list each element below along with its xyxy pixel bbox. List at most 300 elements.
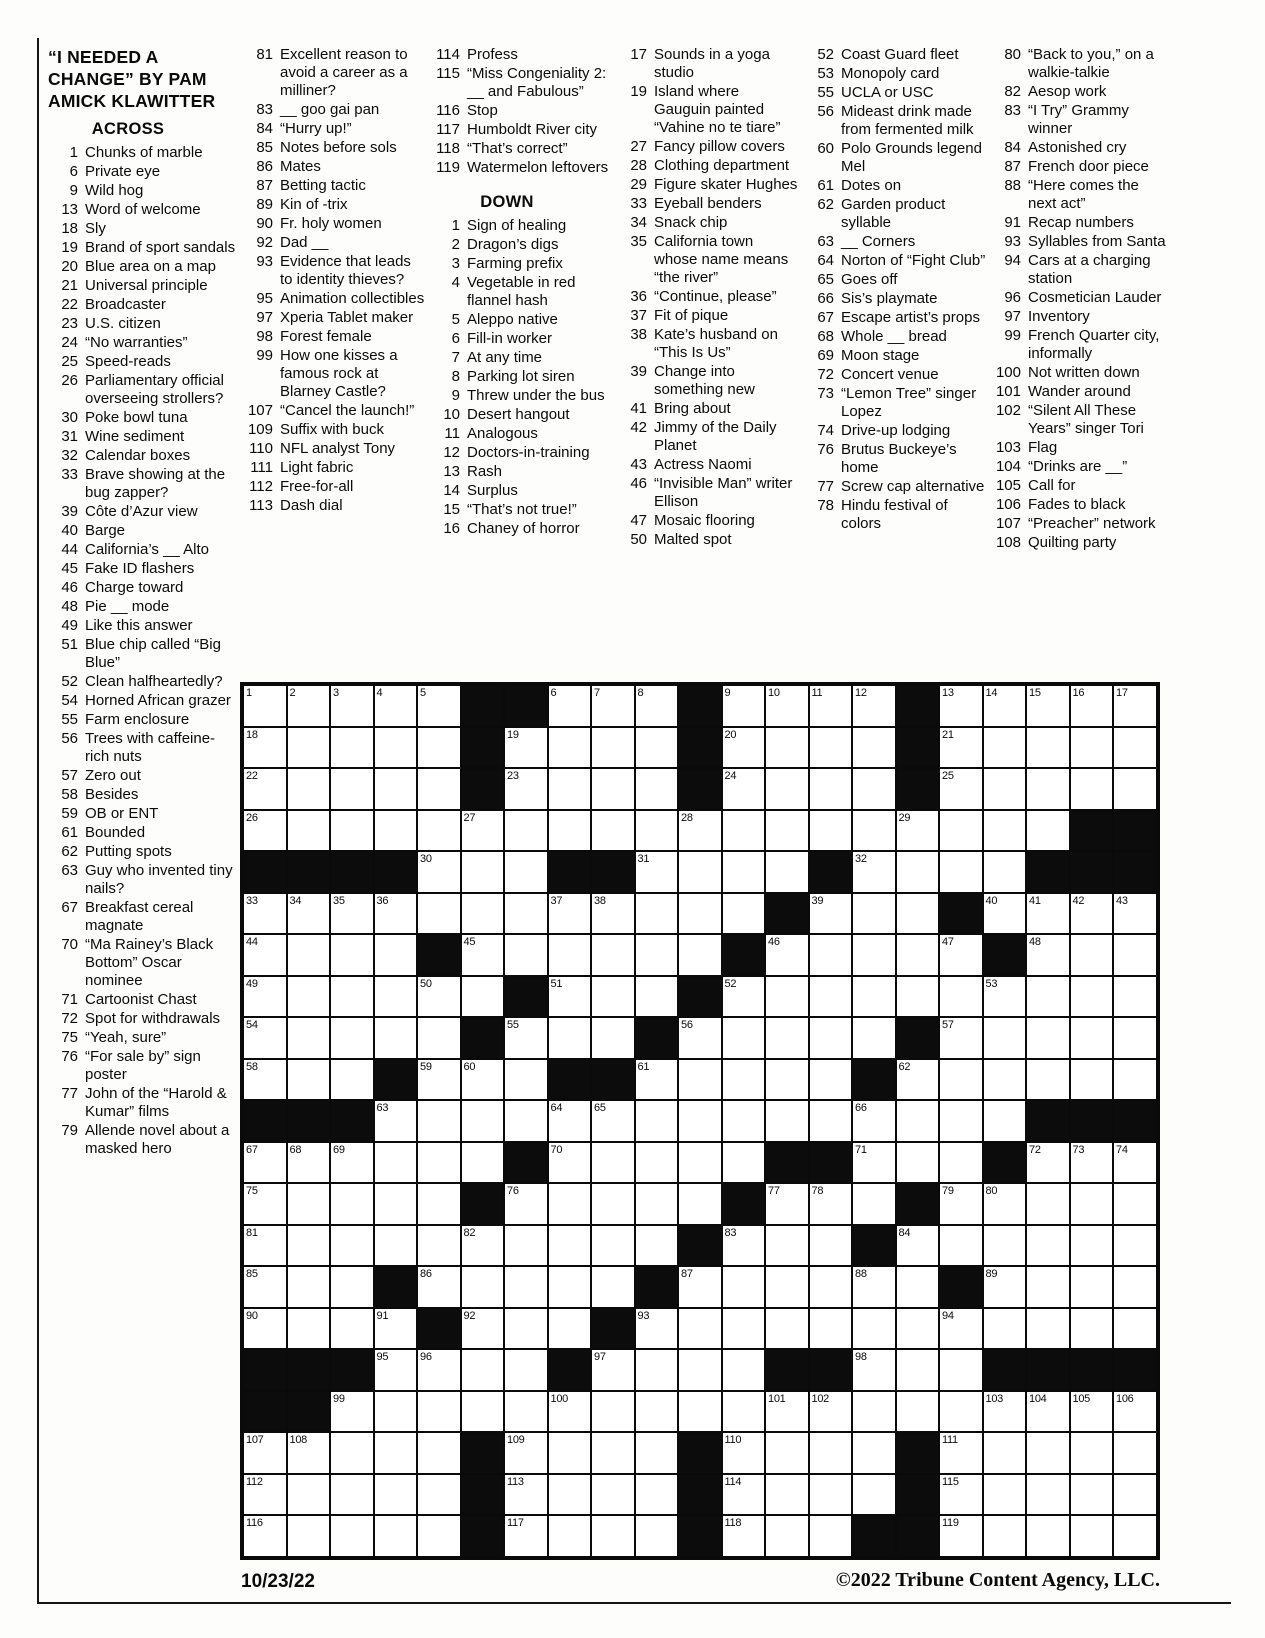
grid-cell[interactable] (461, 934, 505, 976)
grid-cell[interactable] (374, 1183, 418, 1225)
grid-cell[interactable] (809, 934, 853, 976)
grid-cell[interactable] (939, 810, 983, 852)
grid-cell[interactable] (765, 1474, 809, 1516)
grid-cell[interactable] (983, 1017, 1027, 1059)
grid-cell[interactable] (548, 934, 592, 976)
grid-cell[interactable] (287, 685, 331, 727)
grid-cell[interactable] (461, 1308, 505, 1350)
grid-cell[interactable] (852, 1391, 896, 1433)
grid-cell[interactable] (678, 851, 722, 893)
grid-cell[interactable] (417, 976, 461, 1018)
grid-cell[interactable] (635, 976, 679, 1018)
grid-cell[interactable] (548, 1142, 592, 1184)
grid-cell[interactable] (722, 851, 766, 893)
grid-cell[interactable] (287, 1017, 331, 1059)
grid-cell[interactable] (635, 1349, 679, 1391)
grid-cell[interactable] (765, 1059, 809, 1101)
grid-cell[interactable] (243, 768, 287, 810)
grid-cell[interactable] (287, 1059, 331, 1101)
grid-cell[interactable] (417, 1225, 461, 1267)
grid-cell[interactable] (983, 893, 1027, 935)
grid-cell[interactable] (896, 1100, 940, 1142)
grid-cell[interactable] (504, 1432, 548, 1474)
grid-cell[interactable] (896, 1142, 940, 1184)
grid-cell[interactable] (591, 1349, 635, 1391)
grid-cell[interactable] (461, 1142, 505, 1184)
grid-cell[interactable] (287, 1183, 331, 1225)
grid-cell[interactable] (374, 768, 418, 810)
grid-cell[interactable] (678, 1183, 722, 1225)
grid-cell[interactable] (983, 976, 1027, 1018)
grid-cell[interactable] (1070, 1391, 1114, 1433)
grid-cell[interactable] (983, 1183, 1027, 1225)
grid-cell[interactable] (461, 1391, 505, 1433)
grid-cell[interactable] (591, 1391, 635, 1433)
grid-cell[interactable] (548, 810, 592, 852)
grid-cell[interactable] (1026, 810, 1070, 852)
grid-cell[interactable] (1070, 1266, 1114, 1308)
grid-cell[interactable] (722, 1059, 766, 1101)
grid-cell[interactable] (939, 1100, 983, 1142)
grid-cell[interactable] (374, 727, 418, 769)
grid-cell[interactable] (939, 1059, 983, 1101)
grid-cell[interactable] (1026, 685, 1070, 727)
grid-cell[interactable] (939, 1225, 983, 1267)
grid-cell[interactable] (374, 685, 418, 727)
grid-cell[interactable] (635, 1432, 679, 1474)
grid-cell[interactable] (809, 1266, 853, 1308)
grid-cell[interactable] (896, 1391, 940, 1433)
grid-cell[interactable] (374, 1017, 418, 1059)
grid-cell[interactable] (243, 1474, 287, 1516)
grid-cell[interactable] (1070, 1183, 1114, 1225)
grid-cell[interactable] (287, 1308, 331, 1350)
grid-cell[interactable] (1026, 1225, 1070, 1267)
grid-cell[interactable] (983, 1266, 1027, 1308)
grid-cell[interactable] (852, 934, 896, 976)
grid-cell[interactable] (504, 768, 548, 810)
grid-cell[interactable] (417, 1266, 461, 1308)
grid-cell[interactable] (504, 1100, 548, 1142)
grid-cell[interactable] (1070, 1225, 1114, 1267)
grid-cell[interactable] (635, 1515, 679, 1557)
grid-cell[interactable] (1070, 727, 1114, 769)
grid-cell[interactable] (722, 1391, 766, 1433)
grid-cell[interactable] (461, 976, 505, 1018)
grid-cell[interactable] (635, 893, 679, 935)
grid-cell[interactable] (504, 1308, 548, 1350)
grid-cell[interactable] (1026, 727, 1070, 769)
grid-cell[interactable] (722, 893, 766, 935)
grid-cell[interactable] (983, 1100, 1027, 1142)
grid-cell[interactable] (678, 810, 722, 852)
grid-cell[interactable] (243, 934, 287, 976)
grid-cell[interactable] (591, 893, 635, 935)
grid-cell[interactable] (1070, 1142, 1114, 1184)
grid-cell[interactable] (243, 1183, 287, 1225)
grid-cell[interactable] (374, 893, 418, 935)
grid-cell[interactable] (591, 1266, 635, 1308)
grid-cell[interactable] (417, 1432, 461, 1474)
grid-cell[interactable] (765, 1225, 809, 1267)
grid-cell[interactable] (548, 1432, 592, 1474)
grid-cell[interactable] (548, 727, 592, 769)
grid-cell[interactable] (461, 851, 505, 893)
grid-cell[interactable] (591, 976, 635, 1018)
grid-cell[interactable] (896, 1349, 940, 1391)
grid-cell[interactable] (374, 1100, 418, 1142)
grid-cell[interactable] (722, 768, 766, 810)
grid-cell[interactable] (548, 976, 592, 1018)
grid-cell[interactable] (1070, 1017, 1114, 1059)
grid-cell[interactable] (635, 768, 679, 810)
grid-cell[interactable] (1026, 1474, 1070, 1516)
grid-cell[interactable] (635, 1474, 679, 1516)
grid-cell[interactable] (809, 1391, 853, 1433)
grid-cell[interactable] (939, 768, 983, 810)
grid-cell[interactable] (330, 768, 374, 810)
grid-cell[interactable] (461, 1059, 505, 1101)
grid-cell[interactable] (722, 810, 766, 852)
grid-cell[interactable] (722, 1432, 766, 1474)
grid-cell[interactable] (504, 1515, 548, 1557)
grid-cell[interactable] (1113, 1225, 1157, 1267)
grid-cell[interactable] (852, 685, 896, 727)
grid-cell[interactable] (678, 1391, 722, 1433)
grid-cell[interactable] (243, 1225, 287, 1267)
grid-cell[interactable] (330, 934, 374, 976)
grid-cell[interactable] (635, 1059, 679, 1101)
grid-cell[interactable] (722, 727, 766, 769)
grid-cell[interactable] (809, 1432, 853, 1474)
grid-cell[interactable] (809, 1100, 853, 1142)
grid-cell[interactable] (678, 1142, 722, 1184)
grid-cell[interactable] (939, 976, 983, 1018)
grid-cell[interactable] (765, 768, 809, 810)
grid-cell[interactable] (330, 1308, 374, 1350)
grid-cell[interactable] (765, 685, 809, 727)
grid-cell[interactable] (417, 1142, 461, 1184)
grid-cell[interactable] (1026, 1391, 1070, 1433)
grid-cell[interactable] (330, 1515, 374, 1557)
grid-cell[interactable] (635, 1142, 679, 1184)
grid-cell[interactable] (983, 685, 1027, 727)
grid-cell[interactable] (896, 893, 940, 935)
grid-cell[interactable] (809, 1515, 853, 1557)
grid-cell[interactable] (330, 893, 374, 935)
grid-cell[interactable] (1113, 685, 1157, 727)
grid-cell[interactable] (722, 1225, 766, 1267)
grid-cell[interactable] (461, 1225, 505, 1267)
grid-cell[interactable] (504, 1059, 548, 1101)
grid-cell[interactable] (809, 1225, 853, 1267)
grid-cell[interactable] (243, 1266, 287, 1308)
grid-cell[interactable] (852, 727, 896, 769)
grid-cell[interactable] (548, 768, 592, 810)
grid-cell[interactable] (1113, 976, 1157, 1018)
grid-cell[interactable] (809, 1474, 853, 1516)
grid-cell[interactable] (374, 1142, 418, 1184)
grid-cell[interactable] (548, 893, 592, 935)
grid-cell[interactable] (635, 1391, 679, 1433)
grid-cell[interactable] (461, 1100, 505, 1142)
grid-cell[interactable] (635, 851, 679, 893)
grid-cell[interactable] (1070, 1474, 1114, 1516)
grid-cell[interactable] (591, 768, 635, 810)
grid-cell[interactable] (548, 1225, 592, 1267)
grid-cell[interactable] (852, 1432, 896, 1474)
grid-cell[interactable] (287, 727, 331, 769)
grid-cell[interactable] (243, 1059, 287, 1101)
grid-cell[interactable] (591, 1474, 635, 1516)
grid-cell[interactable] (1026, 768, 1070, 810)
grid-cell[interactable] (939, 1515, 983, 1557)
grid-cell[interactable] (722, 685, 766, 727)
grid-cell[interactable] (1113, 1059, 1157, 1101)
grid-cell[interactable] (852, 893, 896, 935)
grid-cell[interactable] (896, 1225, 940, 1267)
grid-cell[interactable] (504, 810, 548, 852)
grid-cell[interactable] (243, 1017, 287, 1059)
grid-cell[interactable] (1113, 934, 1157, 976)
grid-cell[interactable] (374, 934, 418, 976)
grid-cell[interactable] (722, 1308, 766, 1350)
grid-cell[interactable] (765, 810, 809, 852)
grid-cell[interactable] (1113, 893, 1157, 935)
grid-cell[interactable] (591, 1017, 635, 1059)
grid-cell[interactable] (417, 727, 461, 769)
grid-cell[interactable] (504, 1474, 548, 1516)
grid-cell[interactable] (939, 685, 983, 727)
grid-cell[interactable] (722, 976, 766, 1018)
grid-cell[interactable] (504, 1017, 548, 1059)
grid-cell[interactable] (374, 1432, 418, 1474)
grid-cell[interactable] (548, 1308, 592, 1350)
grid-cell[interactable] (287, 1474, 331, 1516)
grid-cell[interactable] (243, 1432, 287, 1474)
grid-cell[interactable] (1070, 893, 1114, 935)
grid-cell[interactable] (852, 976, 896, 1018)
grid-cell[interactable] (243, 810, 287, 852)
grid-cell[interactable] (287, 1432, 331, 1474)
grid-cell[interactable] (287, 810, 331, 852)
grid-cell[interactable] (1026, 934, 1070, 976)
grid-cell[interactable] (722, 1142, 766, 1184)
grid-cell[interactable] (591, 1515, 635, 1557)
grid-cell[interactable] (765, 1183, 809, 1225)
grid-cell[interactable] (765, 1100, 809, 1142)
grid-cell[interactable] (765, 727, 809, 769)
grid-cell[interactable] (765, 1266, 809, 1308)
grid-cell[interactable] (722, 1349, 766, 1391)
grid-cell[interactable] (983, 810, 1027, 852)
grid-cell[interactable] (330, 1142, 374, 1184)
grid-cell[interactable] (461, 893, 505, 935)
grid-cell[interactable] (809, 1059, 853, 1101)
grid-cell[interactable] (983, 1515, 1027, 1557)
grid-cell[interactable] (374, 1308, 418, 1350)
grid-cell[interactable] (765, 1017, 809, 1059)
grid-cell[interactable] (939, 851, 983, 893)
grid-cell[interactable] (809, 1308, 853, 1350)
grid-cell[interactable] (896, 851, 940, 893)
grid-cell[interactable] (722, 1266, 766, 1308)
grid-cell[interactable] (1113, 1142, 1157, 1184)
grid-cell[interactable] (983, 1391, 1027, 1433)
grid-cell[interactable] (1113, 1183, 1157, 1225)
grid-cell[interactable] (504, 1266, 548, 1308)
grid-cell[interactable] (678, 1059, 722, 1101)
grid-cell[interactable] (809, 727, 853, 769)
grid-cell[interactable] (852, 1183, 896, 1225)
grid-cell[interactable] (765, 976, 809, 1018)
grid-cell[interactable] (1113, 1308, 1157, 1350)
grid-cell[interactable] (939, 1017, 983, 1059)
grid-cell[interactable] (635, 727, 679, 769)
grid-cell[interactable] (330, 1474, 374, 1516)
grid-cell[interactable] (591, 1142, 635, 1184)
grid-cell[interactable] (330, 976, 374, 1018)
grid-cell[interactable] (983, 1059, 1027, 1101)
grid-cell[interactable] (635, 934, 679, 976)
grid-cell[interactable] (722, 1515, 766, 1557)
grid-cell[interactable] (1070, 685, 1114, 727)
grid-cell[interactable] (1113, 1266, 1157, 1308)
grid-cell[interactable] (983, 768, 1027, 810)
grid-cell[interactable] (287, 1515, 331, 1557)
grid-cell[interactable] (852, 1017, 896, 1059)
grid-cell[interactable] (374, 1474, 418, 1516)
grid-cell[interactable] (417, 893, 461, 935)
grid-cell[interactable] (678, 1308, 722, 1350)
grid-cell[interactable] (1113, 1017, 1157, 1059)
grid-cell[interactable] (809, 1183, 853, 1225)
grid-cell[interactable] (243, 1308, 287, 1350)
grid-cell[interactable] (504, 727, 548, 769)
grid-cell[interactable] (1070, 1059, 1114, 1101)
grid-cell[interactable] (983, 1308, 1027, 1350)
grid-cell[interactable] (896, 934, 940, 976)
grid-cell[interactable] (287, 1225, 331, 1267)
grid-cell[interactable] (765, 851, 809, 893)
grid-cell[interactable] (548, 1391, 592, 1433)
grid-cell[interactable] (330, 1225, 374, 1267)
grid-cell[interactable] (287, 768, 331, 810)
grid-cell[interactable] (983, 1225, 1027, 1267)
grid-cell[interactable] (852, 1308, 896, 1350)
grid-cell[interactable] (939, 1474, 983, 1516)
grid-cell[interactable] (635, 810, 679, 852)
grid-cell[interactable] (330, 1059, 374, 1101)
grid-cell[interactable] (939, 1183, 983, 1225)
grid-cell[interactable] (417, 1391, 461, 1433)
grid-cell[interactable] (635, 1183, 679, 1225)
grid-cell[interactable] (504, 893, 548, 935)
grid-cell[interactable] (417, 851, 461, 893)
grid-cell[interactable] (1070, 976, 1114, 1018)
grid-cell[interactable] (1070, 934, 1114, 976)
grid-cell[interactable] (417, 1349, 461, 1391)
grid-cell[interactable] (504, 1391, 548, 1433)
grid-cell[interactable] (939, 727, 983, 769)
grid-cell[interactable] (591, 1100, 635, 1142)
grid-cell[interactable] (678, 1349, 722, 1391)
grid-cell[interactable] (896, 1059, 940, 1101)
grid-cell[interactable] (461, 1266, 505, 1308)
grid-cell[interactable] (678, 1266, 722, 1308)
grid-cell[interactable] (504, 851, 548, 893)
grid-cell[interactable] (765, 1308, 809, 1350)
grid-cell[interactable] (330, 1391, 374, 1433)
grid-cell[interactable] (1070, 1308, 1114, 1350)
grid-cell[interactable] (896, 1266, 940, 1308)
grid-cell[interactable] (1113, 1432, 1157, 1474)
grid-cell[interactable] (852, 1266, 896, 1308)
grid-cell[interactable] (591, 1432, 635, 1474)
grid-cell[interactable] (1113, 1515, 1157, 1557)
grid-cell[interactable] (896, 810, 940, 852)
grid-cell[interactable] (330, 1017, 374, 1059)
grid-cell[interactable] (504, 1183, 548, 1225)
grid-cell[interactable] (330, 1432, 374, 1474)
grid-cell[interactable] (330, 1183, 374, 1225)
grid-cell[interactable] (548, 1266, 592, 1308)
grid-cell[interactable] (635, 1308, 679, 1350)
grid-cell[interactable] (374, 1391, 418, 1433)
grid-cell[interactable] (1026, 1017, 1070, 1059)
grid-cell[interactable] (939, 1432, 983, 1474)
grid-cell[interactable] (1026, 976, 1070, 1018)
grid-cell[interactable] (983, 1474, 1027, 1516)
grid-cell[interactable] (417, 1100, 461, 1142)
grid-cell[interactable] (983, 727, 1027, 769)
grid-cell[interactable] (635, 1225, 679, 1267)
grid-cell[interactable] (287, 1142, 331, 1184)
grid-cell[interactable] (548, 1017, 592, 1059)
grid-cell[interactable] (243, 685, 287, 727)
grid-cell[interactable] (678, 893, 722, 935)
grid-cell[interactable] (1113, 1474, 1157, 1516)
grid-cell[interactable] (504, 934, 548, 976)
grid-cell[interactable] (852, 810, 896, 852)
grid-cell[interactable] (1070, 1515, 1114, 1557)
grid-cell[interactable] (896, 976, 940, 1018)
grid-cell[interactable] (374, 976, 418, 1018)
grid-cell[interactable] (330, 727, 374, 769)
grid-cell[interactable] (939, 1308, 983, 1350)
grid-cell[interactable] (548, 1100, 592, 1142)
grid-cell[interactable] (243, 1142, 287, 1184)
grid-cell[interactable] (417, 1515, 461, 1557)
grid-cell[interactable] (1026, 1308, 1070, 1350)
grid-cell[interactable] (809, 1017, 853, 1059)
grid-cell[interactable] (548, 1183, 592, 1225)
grid-cell[interactable] (417, 810, 461, 852)
grid-cell[interactable] (417, 1183, 461, 1225)
grid-cell[interactable] (591, 934, 635, 976)
grid-cell[interactable] (287, 893, 331, 935)
grid-cell[interactable] (809, 893, 853, 935)
grid-cell[interactable] (287, 976, 331, 1018)
grid-cell[interactable] (722, 1474, 766, 1516)
grid-cell[interactable] (461, 1349, 505, 1391)
grid-cell[interactable] (374, 1225, 418, 1267)
grid-cell[interactable] (1026, 1059, 1070, 1101)
grid-cell[interactable] (461, 810, 505, 852)
grid-cell[interactable] (1026, 1432, 1070, 1474)
grid-cell[interactable] (417, 1059, 461, 1101)
grid-cell[interactable] (809, 810, 853, 852)
